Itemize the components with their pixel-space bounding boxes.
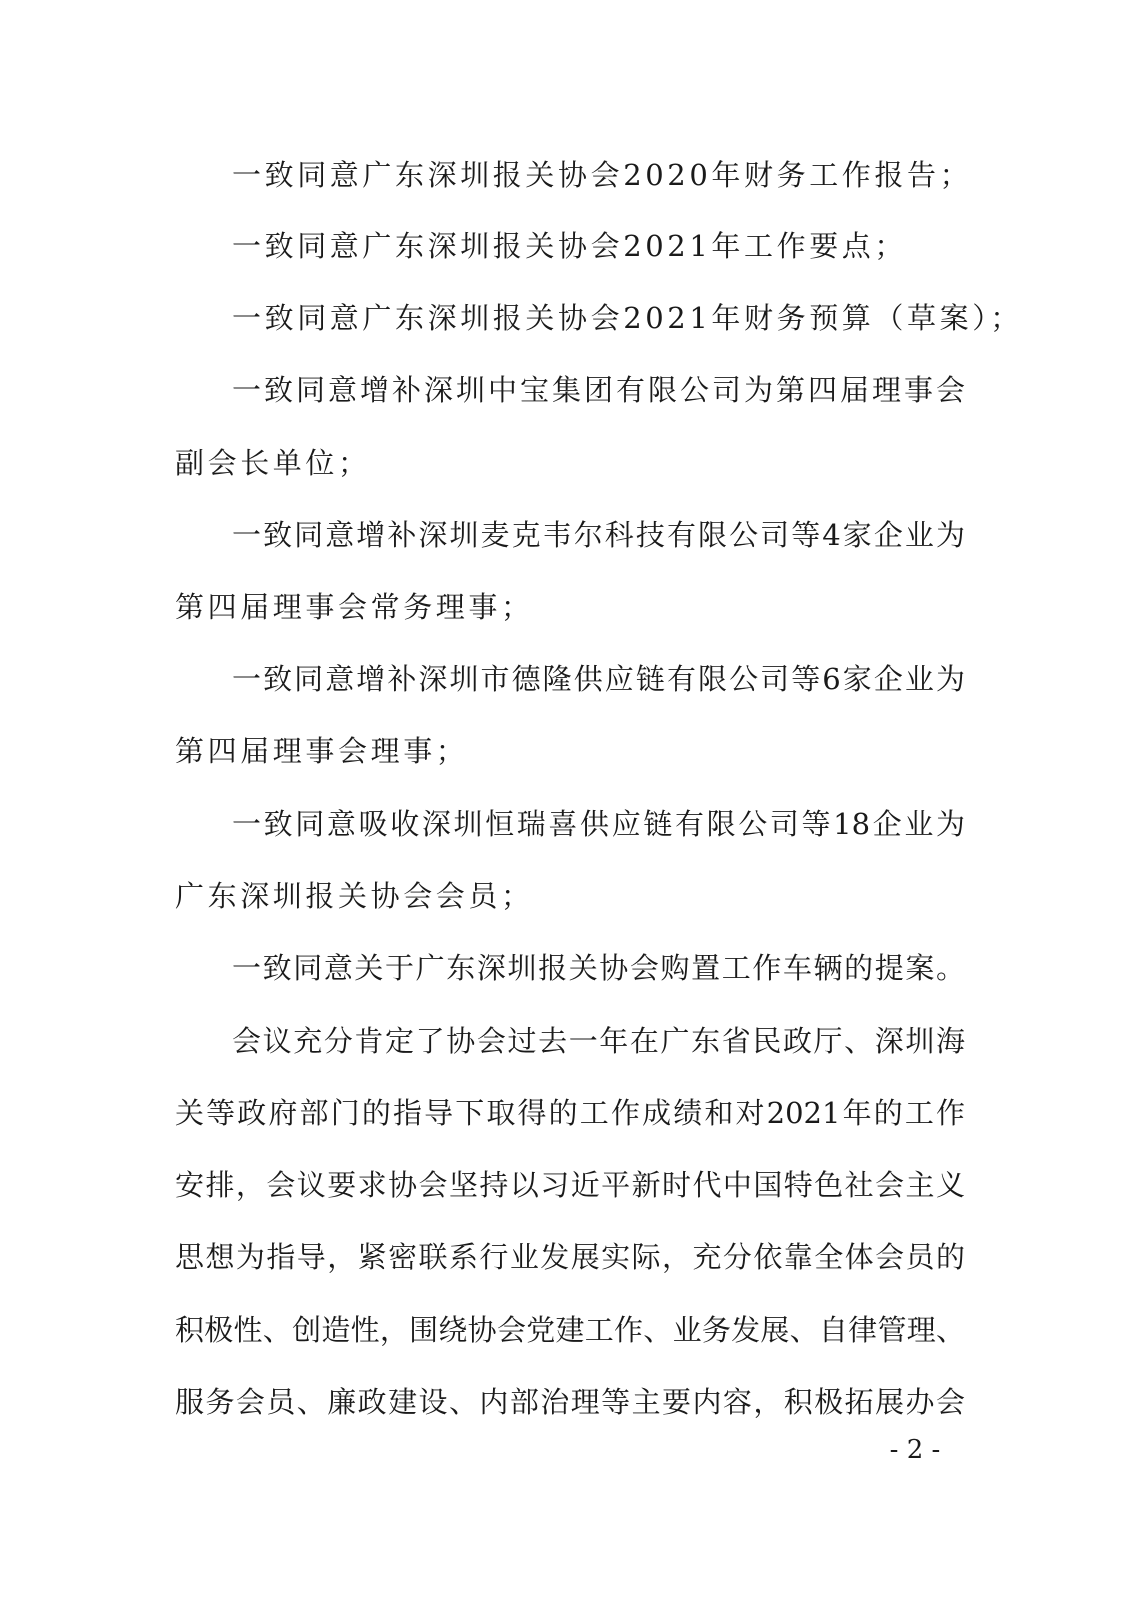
text-line: 一致同意广东深圳报关协会2020年财务工作报告； [232, 158, 973, 192]
text-line: 服务会员、廉政建设、内部治理等主要内容，积极拓展办会 [175, 1385, 965, 1419]
text-line: 一致同意增补深圳麦克韦尔科技有限公司等4家企业为 [232, 518, 965, 552]
text-line: 会议充分肯定了协会过去一年在广东省民政厅、深圳海 [232, 1024, 965, 1058]
text-line: 第四届理事会理事； [175, 734, 469, 768]
text-line: 一致同意广东深圳报关协会2021年工作要点； [232, 229, 908, 263]
page-number: - 2 - [889, 1435, 941, 1465]
text-line: 副会长单位； [175, 446, 371, 480]
text-line: 关等政府部门的指导下取得的工作成绩和对2021年的工作 [175, 1096, 965, 1130]
text-line: 安排，会议要求协会坚持以习近平新时代中国特色社会主义 [175, 1168, 965, 1202]
text-line: 第四届理事会常务理事； [175, 590, 534, 624]
text-line: 一致同意增补深圳中宝集团有限公司为第四届理事会 [232, 373, 965, 407]
text-line: 一致同意吸收深圳恒瑞喜供应链有限公司等18企业为 [232, 807, 965, 841]
text-line: 一致同意广东深圳报关协会2021年财务预算（草案）； [232, 301, 1023, 335]
text-line: 一致同意增补深圳市德隆供应链有限公司等6家企业为 [232, 662, 965, 696]
text-line: 积极性、创造性，围绕协会党建工作、业务发展、自律管理、 [175, 1313, 965, 1347]
text-line: 一致同意关于广东深圳报关协会购置工作车辆的提案。 [232, 951, 965, 985]
text-line: 广东深圳报关协会会员； [175, 879, 534, 913]
text-line: 思想为指导，紧密联系行业发展实际，充分依靠全体会员的 [175, 1240, 965, 1274]
